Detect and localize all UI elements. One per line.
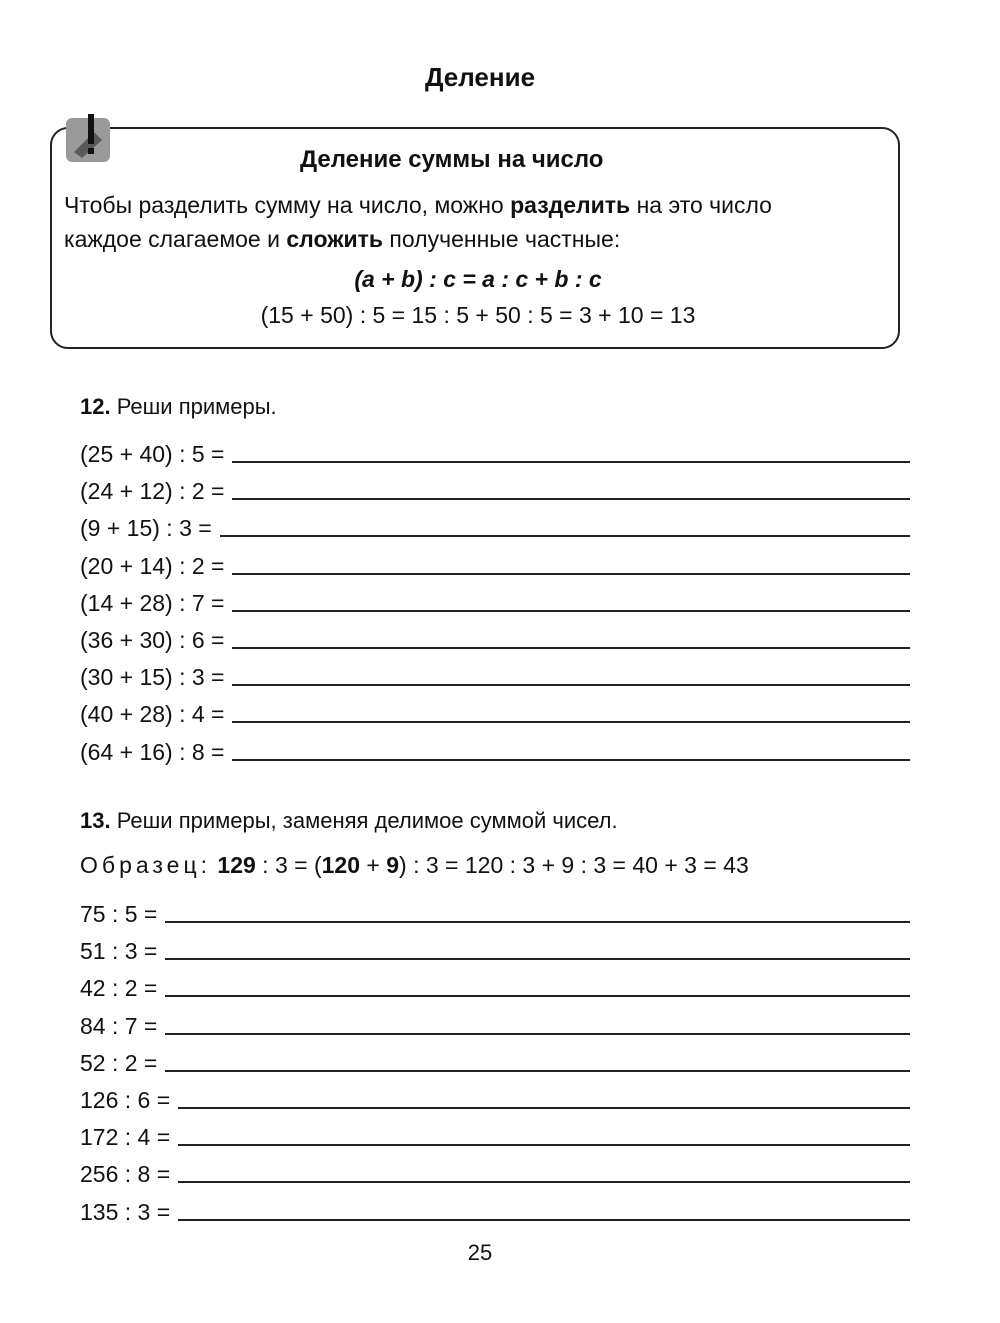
exercise-row [80,1079,910,1115]
exercise-row [80,433,910,469]
exercise-row [80,1191,910,1227]
exercise-expression: (30 + 15) : 3 = [80,664,225,691]
exercise-expression: 172 : 4 = [80,1124,171,1151]
exercise-expression: 52 : 2 = [80,1049,158,1076]
task-13-sample: Образец: 129 : 3 = (120 + 9) : 3 = 120 : 3 + 9 : 3 = 40 + 3 = 43 [80,852,749,878]
exercise-row [80,470,910,506]
task-12-header: 12. Реши примеры. [80,394,277,419]
answer-line[interactable] [232,759,910,761]
exercise-row [80,1116,910,1152]
task-13-header: 13. Реши примеры, заменяя делимое суммой чисел. [80,808,618,833]
answer-line[interactable] [232,647,910,649]
exercise-expression: 126 : 6 = [80,1087,171,1113]
exercise-expression: 51 : 3 = [80,938,158,965]
exercise-expression: 256 : 8 = [80,1161,171,1188]
exercise-expression: (25 + 40) : 5 = [80,441,225,467]
exercise-expression: (36 + 30) : 6 = [80,627,225,653]
exercise-row [80,893,910,929]
exercise-row [80,731,910,767]
exercise-expression: (9 + 15) : 3 = [80,515,212,542]
exercise-expression: 42 : 2 = [80,975,158,1002]
page-title: Деление [424,62,536,92]
answer-line[interactable] [165,921,910,923]
exercise-row [80,693,910,729]
answer-line[interactable] [232,573,910,575]
rule-title: Деление суммы на число [300,146,604,173]
exercise-row [80,507,910,543]
exercise-row [80,930,910,966]
answer-line[interactable] [165,1033,910,1035]
answer-line[interactable] [232,721,910,723]
answer-line[interactable] [232,498,910,500]
exercise-expression: (20 + 14) : 2 = [80,552,225,579]
exercise-row [80,582,910,618]
answer-line[interactable] [178,1144,910,1146]
answer-line[interactable] [165,995,910,997]
answer-line[interactable] [232,461,910,463]
exercise-row [80,967,910,1003]
answer-line[interactable] [165,1070,910,1072]
attention-icon [64,112,116,164]
exercise-row [80,1153,910,1189]
exercise-row [80,619,910,655]
exercise-expression: (64 + 16) : 8 = [80,738,225,765]
exercise-expression: 75 : 5 = [80,901,158,927]
answer-line[interactable] [232,684,910,686]
rule-example: (15 + 50) : 5 = 15 : 5 + 50 : 5 = 3 + 10 = 13 [260,302,696,328]
exercise-expression: (14 + 28) : 7 = [80,589,225,616]
rule-text-line-1: Чтобы разделить сумму на число, можно разделить на это число [64,192,772,218]
answer-line[interactable] [178,1107,910,1109]
exercise-expression: 84 : 7 = [80,1012,158,1039]
answer-line[interactable] [178,1219,910,1221]
answer-line[interactable] [220,535,910,537]
answer-line[interactable] [165,958,910,960]
page-number: 25 [467,1240,493,1265]
exercise-row [80,1005,910,1041]
exercise-expression: (40 + 28) : 4 = [80,701,225,728]
rule-text-line-2: каждое слагаемое и сложить полученные частные: [64,226,621,252]
exercise-expression: 135 : 3 = [80,1198,171,1225]
exercise-expression: (24 + 12) : 2 = [80,478,225,505]
exercise-row [80,545,910,581]
rule-formula: (a + b) : c = a : c + b : c [354,266,602,292]
exercise-row [80,1042,910,1078]
exercise-row [80,656,910,692]
answer-line[interactable] [178,1181,910,1183]
answer-line[interactable] [232,610,910,612]
